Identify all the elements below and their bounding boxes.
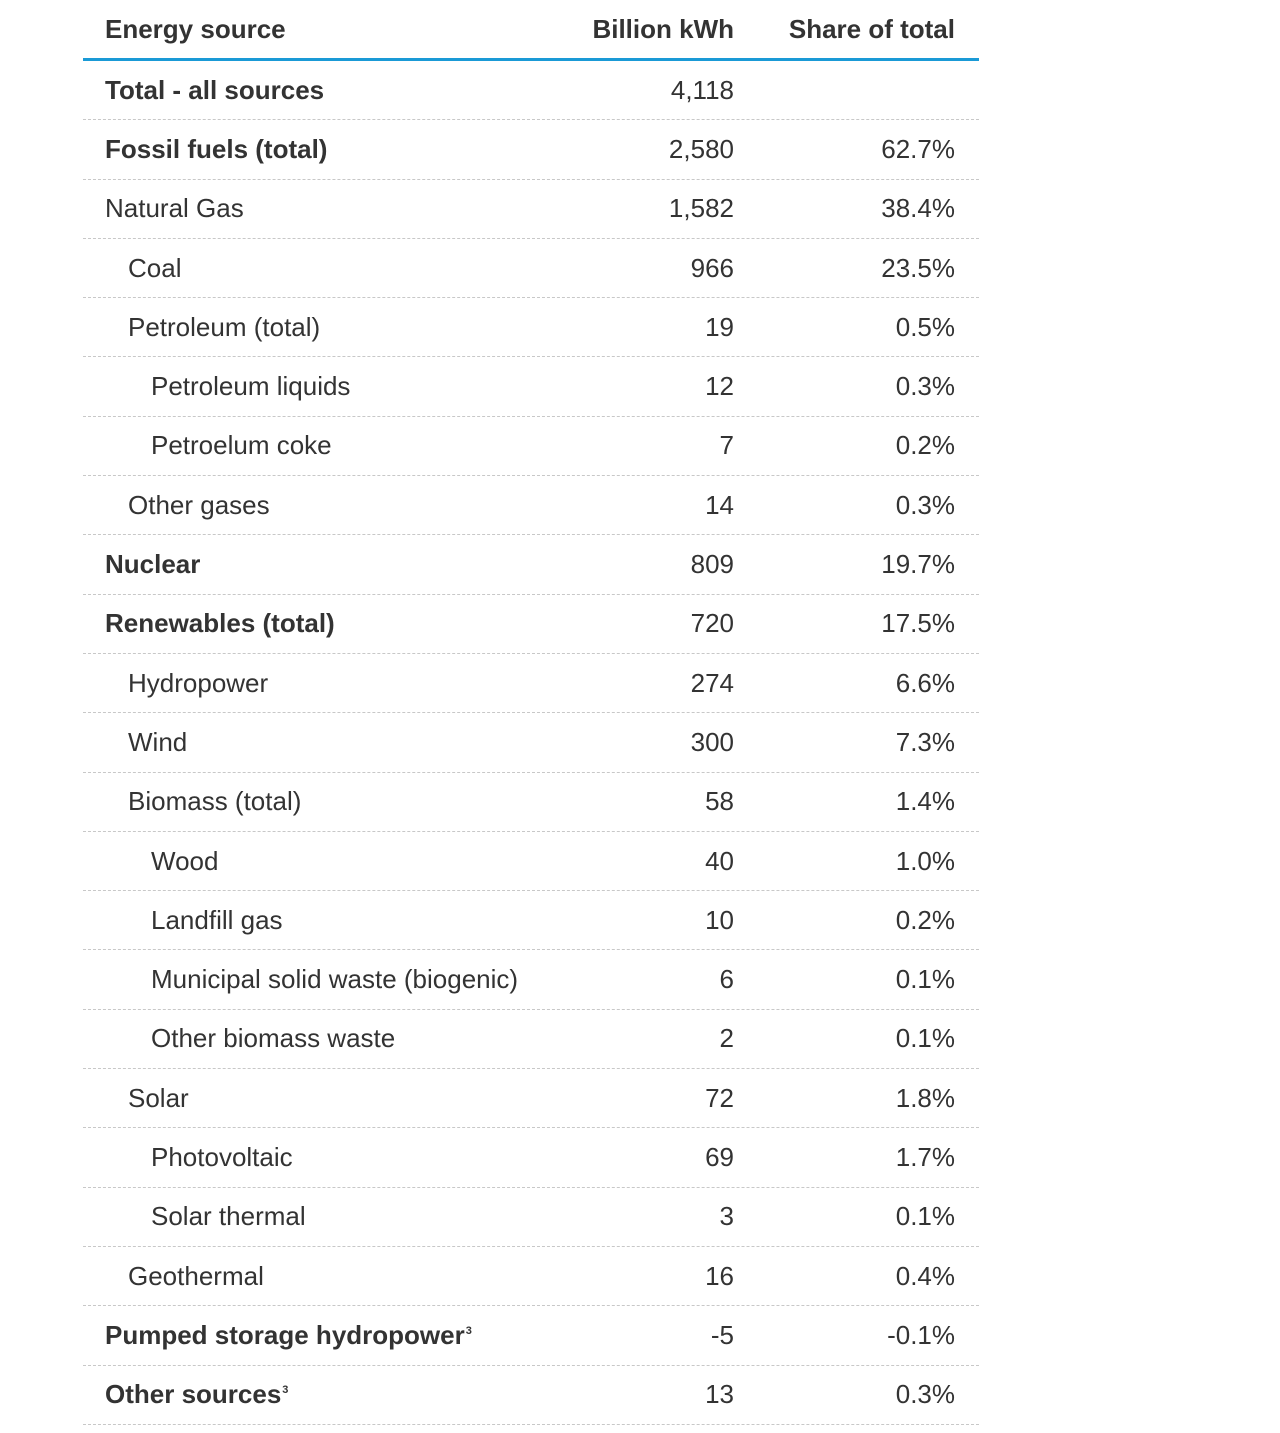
billion-kwh-cell: 274 <box>690 667 734 698</box>
billion-kwh-cell: 13 <box>705 1379 734 1410</box>
energy-source-cell <box>83 1379 553 1410</box>
energy-source-label: Nuclear <box>105 549 201 580</box>
energy-source-label: Fossil fuels (total) <box>105 133 328 164</box>
energy-source-cell <box>83 786 553 817</box>
billion-kwh-cell: 966 <box>690 252 734 283</box>
table-row <box>83 1010 979 1069</box>
share-of-total-cell: 19.7% <box>881 549 955 580</box>
billion-kwh-cell: 6 <box>719 964 734 995</box>
energy-source-cell <box>83 1023 553 1054</box>
table-row <box>83 950 979 1009</box>
energy-source-cell <box>83 75 553 106</box>
share-of-total-cell: 0.3% <box>895 1379 955 1410</box>
energy-source-label: Solar <box>128 1082 189 1113</box>
table-row <box>83 61 979 120</box>
table-row <box>83 832 979 891</box>
energy-source-label: Municipal solid waste (biogenic) <box>151 964 519 995</box>
share-of-total-cell: 0.1% <box>895 1023 955 1054</box>
billion-kwh-cell: 2,580 <box>668 133 734 164</box>
energy-source-label: Pumped storage hydropower <box>105 1319 465 1350</box>
energy-source-label: Wind <box>128 726 188 757</box>
energy-source-label: Wood <box>151 845 219 876</box>
header-energy-source: Energy source <box>105 13 286 44</box>
footnote-marker: 3 <box>282 1384 289 1397</box>
billion-kwh-cell: 19 <box>705 311 734 342</box>
billion-kwh-cell: 14 <box>705 489 734 520</box>
share-of-total-cell: 0.3% <box>895 371 955 402</box>
energy-source-label: Other gases <box>128 489 270 520</box>
billion-kwh-cell: 300 <box>690 726 734 757</box>
energy-source-label: Other biomass waste <box>151 1023 396 1054</box>
energy-source-label: Petroleum liquids <box>151 371 351 402</box>
share-of-total-cell: 6.6% <box>895 667 955 698</box>
energy-source-cell <box>83 430 553 461</box>
billion-kwh-cell: 7 <box>719 430 734 461</box>
billion-kwh-cell: 720 <box>690 608 734 639</box>
energy-source-cell <box>83 1201 553 1232</box>
table-body <box>83 61 979 1425</box>
table-row <box>83 654 979 713</box>
table-row <box>83 1188 979 1247</box>
share-of-total-cell: 0.1% <box>895 964 955 995</box>
energy-source-label: Geothermal <box>128 1260 264 1291</box>
energy-source-label: Renewables (total) <box>105 608 335 639</box>
share-of-total-cell: 0.2% <box>895 430 955 461</box>
share-of-total-cell: 23.5% <box>881 252 955 283</box>
energy-source-label: Coal <box>128 252 182 283</box>
table-row <box>83 120 979 179</box>
table-row <box>83 1247 979 1306</box>
table-row <box>83 1366 979 1425</box>
billion-kwh-cell: -5 <box>710 1319 734 1350</box>
table-row <box>83 1306 979 1365</box>
billion-kwh-cell: 4,118 <box>670 74 734 105</box>
energy-source-cell <box>83 1320 553 1351</box>
energy-source-cell <box>83 134 553 165</box>
energy-source-label: Photovoltaic <box>151 1141 293 1172</box>
share-of-total-cell: 0.1% <box>895 1201 955 1232</box>
energy-source-label: Petroleum (total) <box>128 311 321 342</box>
table-row <box>83 417 979 476</box>
energy-source-label: Petroelum coke <box>151 430 332 461</box>
energy-source-cell <box>83 1142 553 1173</box>
billion-kwh-cell: 40 <box>705 845 734 876</box>
energy-source-cell <box>83 846 553 877</box>
share-of-total-cell: 0.2% <box>895 904 955 935</box>
share-of-total-cell: 0.5% <box>895 311 955 342</box>
share-of-total-cell: -0.1% <box>887 1319 955 1350</box>
energy-source-cell <box>83 490 553 521</box>
table-row <box>83 239 979 298</box>
table-row <box>83 1128 979 1187</box>
table-row <box>83 713 979 772</box>
energy-table <box>83 0 979 1425</box>
billion-kwh-cell: 809 <box>690 549 734 580</box>
table-header <box>83 0 979 61</box>
share-of-total-cell: 38.4% <box>881 193 955 224</box>
energy-source-cell <box>83 253 553 284</box>
billion-kwh-cell: 1,582 <box>668 193 734 224</box>
table-row <box>83 357 979 416</box>
table-row <box>83 476 979 535</box>
billion-kwh-cell: 3 <box>719 1201 734 1232</box>
energy-source-cell <box>83 727 553 758</box>
energy-source-cell <box>83 193 553 224</box>
energy-source-cell <box>83 964 553 995</box>
table-row <box>83 1069 979 1128</box>
table-row <box>83 773 979 832</box>
energy-source-cell <box>83 668 553 699</box>
energy-source-label: Other sources <box>105 1379 282 1410</box>
share-of-total-cell: 1.0% <box>895 845 955 876</box>
billion-kwh-cell: 12 <box>705 371 734 402</box>
share-of-total-cell: 1.7% <box>895 1141 955 1172</box>
energy-source-cell <box>83 608 553 639</box>
table-row <box>83 891 979 950</box>
share-of-total-cell: 0.3% <box>895 489 955 520</box>
energy-source-label: Hydropower <box>128 667 269 698</box>
header-share-of-total: Share of total <box>788 13 955 44</box>
header-billion-kwh: Billion kWh <box>592 13 734 44</box>
energy-source-label: Landfill gas <box>151 904 283 935</box>
energy-source-cell <box>83 1083 553 1114</box>
billion-kwh-cell: 72 <box>705 1082 734 1113</box>
table-row <box>83 595 979 654</box>
share-of-total-cell: 1.4% <box>895 786 955 817</box>
billion-kwh-cell: 16 <box>705 1260 734 1291</box>
billion-kwh-cell: 58 <box>705 786 734 817</box>
energy-source-cell <box>83 549 553 580</box>
billion-kwh-cell: 2 <box>719 1023 734 1054</box>
energy-source-label: Solar thermal <box>151 1201 306 1232</box>
energy-source-cell <box>83 1261 553 1292</box>
share-of-total-cell: 62.7% <box>881 133 955 164</box>
billion-kwh-cell: 69 <box>705 1141 734 1172</box>
share-of-total-cell: 0.4% <box>895 1260 955 1291</box>
table-row <box>83 535 979 594</box>
energy-source-label: Natural Gas <box>105 193 244 224</box>
energy-source-label: Biomass (total) <box>128 786 302 817</box>
energy-source-cell <box>83 905 553 936</box>
table-row <box>83 180 979 239</box>
share-of-total-cell: 17.5% <box>881 608 955 639</box>
share-of-total-cell: 1.8% <box>895 1082 955 1113</box>
share-of-total-cell: 7.3% <box>895 726 955 757</box>
table-row <box>83 298 979 357</box>
energy-source-cell <box>83 371 553 402</box>
energy-source-cell <box>83 312 553 343</box>
energy-source-label: Total - all sources <box>105 74 325 105</box>
billion-kwh-cell: 10 <box>705 904 734 935</box>
footnote-marker: 3 <box>465 1324 472 1337</box>
